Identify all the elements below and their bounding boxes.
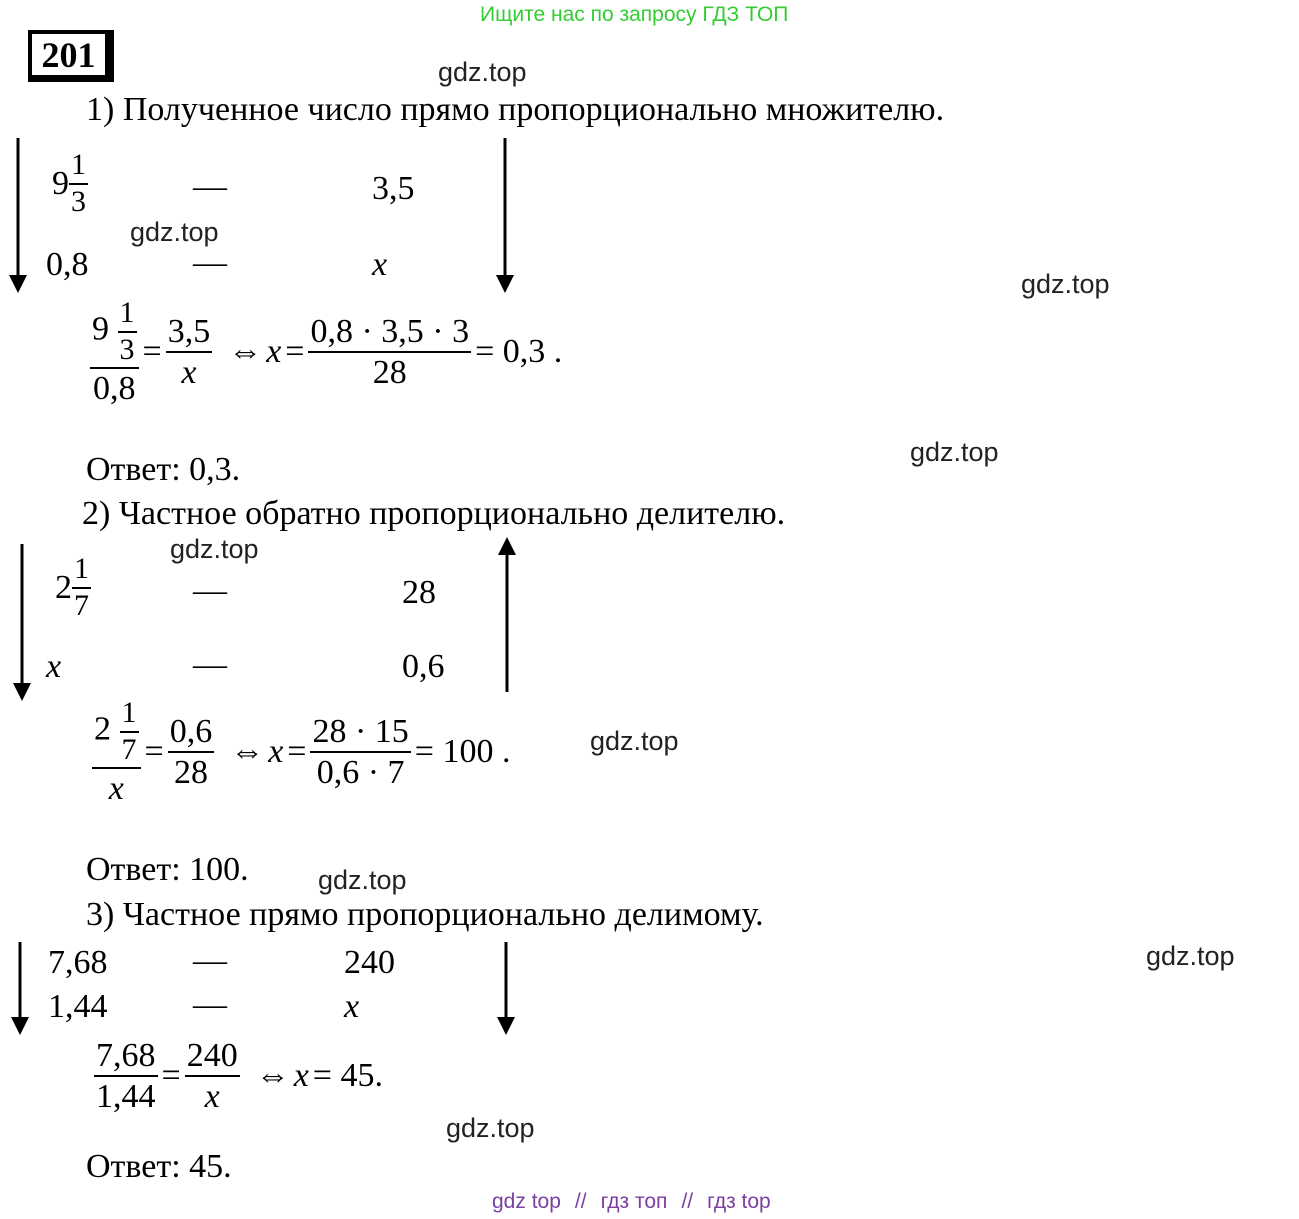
watermark: gdz.top	[446, 1113, 535, 1143]
part2-row2-right: 0,6	[402, 648, 445, 685]
dash: —	[193, 646, 227, 683]
footer-link[interactable]: gdz top	[492, 1190, 561, 1213]
fraction: 2 $\frac{1}{7}$ x	[92, 696, 141, 808]
part2-answer: Ответ: 100.	[86, 851, 249, 888]
part3-heading: 3) Частное прямо пропорционально делимому.	[86, 896, 764, 933]
watermark: gdz.top	[130, 217, 219, 247]
footer-link[interactable]: гдз top	[707, 1190, 771, 1213]
result: = 45.	[312, 1057, 383, 1095]
dash: —	[193, 572, 227, 609]
fraction: $\frac{1}{7}$	[74, 552, 89, 622]
part1-row1-left	[52, 148, 88, 219]
part2-heading: 2) Частное обратно пропорционально делителю.	[82, 495, 786, 532]
dash: —	[193, 168, 227, 205]
part2-equation: 2 $\frac{1}{7}$ x = $\frac{0,6}{28}$ ⇔ x = $\frac{28 \cdot 15}{0,6 \cdot 7}$ = 100 .	[94, 696, 511, 807]
dash: —	[193, 244, 227, 281]
part1-answer: Ответ: 0,3.	[86, 451, 241, 488]
dash: —	[193, 942, 227, 979]
dash: —	[193, 986, 227, 1023]
fraction: $\frac{1}{3}$	[71, 148, 86, 218]
part3-row2-right: x	[344, 988, 360, 1025]
fraction: $\frac{0,6}{28}$	[169, 712, 213, 792]
watermark: gdz.top	[170, 534, 259, 564]
part1-equation: 9 $\frac{1}{3}$ 0,8 = $\frac{3,5}{x}$ ⇔ x = $\frac{0,8 \cdot 3,5 \cdot 3}{28}$ = 0,3 .	[92, 296, 563, 407]
task-number: 201	[28, 30, 114, 82]
result: = 0,3 .	[475, 333, 563, 371]
watermark: gdz.top	[318, 865, 407, 895]
part3-answer: Ответ: 45.	[86, 1148, 232, 1185]
part1-row1-right: 3,5	[372, 170, 415, 207]
part2-row1-right: 28	[402, 574, 436, 611]
part1-heading: 1) Полученное число прямо пропорционально множителю.	[86, 91, 945, 128]
equivalence-sign: ⇔	[228, 333, 263, 371]
part3-row1-right: 240	[344, 944, 395, 981]
equivalence-sign: ⇔	[255, 1057, 290, 1095]
part2-row2-left: x	[46, 648, 62, 685]
watermark: gdz.top	[1146, 941, 1235, 971]
part3-row1-left: 7,68	[48, 944, 108, 981]
footer-link[interactable]: гдз топ	[600, 1190, 668, 1213]
equivalence-sign: ⇔	[230, 733, 265, 771]
footer-links	[492, 1190, 771, 1214]
part1-row2-left: 0,8	[46, 246, 89, 283]
part1-row2-right: x	[372, 246, 388, 283]
fraction: $\frac{3,5}{x}$	[167, 312, 211, 392]
part3-row2-left: 1,44	[48, 988, 108, 1025]
watermark: gdz.top	[910, 437, 999, 467]
watermark: gdz.top	[590, 726, 679, 756]
footer-separator: //	[574, 1190, 587, 1213]
fraction: $\frac{0,8 \cdot 3,5 \cdot 3}{28}$	[310, 312, 470, 392]
part3-equation: $\frac{7,68}{1,44}$ = $\frac{240}{x}$ ⇔ x = 45.	[96, 1037, 383, 1116]
watermark: gdz.top	[1021, 269, 1110, 299]
result: = 100 .	[414, 733, 511, 771]
fraction: 9 $\frac{1}{3}$ 0,8	[90, 296, 139, 408]
fraction: $\frac{28 \cdot 15}{0,6 \cdot 7}$	[312, 712, 409, 792]
fraction: $\frac{7,68}{1,44}$	[96, 1037, 156, 1116]
mixed-whole: 9	[52, 164, 69, 202]
part2-row1-left: 2 $\frac{1}{7}$	[55, 552, 89, 622]
fraction: $\frac{240}{x}$	[186, 1037, 238, 1116]
footer-separator: //	[681, 1190, 694, 1213]
watermark: gdz.top	[438, 57, 527, 87]
top-banner: Ищите нас по запросу ГДЗ ТОП	[480, 3, 789, 26]
